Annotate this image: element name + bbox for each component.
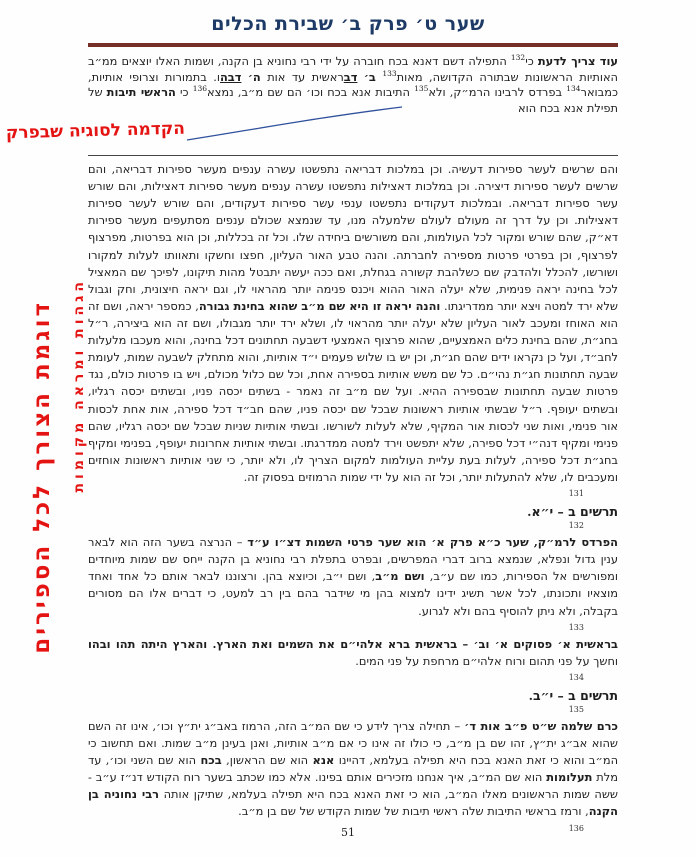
text-segment: הראשי תיבות (106, 85, 176, 100)
section-header: תרשים ב – י״א. (527, 504, 618, 520)
text-segment: התיבות אנא בכח וכו׳ הם שם מ״ב, נמצא (207, 85, 415, 100)
page-number: 51 (341, 826, 355, 839)
footnote-number: 136 (568, 823, 584, 833)
text-segment: , ושם י״ב, וכיוצא בהן. ורצוננו לבאר אותם כל אחד ואחד מוצאיו ותכונתו, לכל אשר תשיג ידינו למצוא בהן מי שידבר בהם בין רב למעט, כי דברים אלו הם מסורים בקבלה, ולא ניתן להוסיף בהם ולא לגרוע. (88, 569, 618, 618)
vertical-note-outer: דוגמת הצורך לכל הספירים (28, 300, 55, 654)
text-segment: כרם שלמה ש״ט פ״ב אות ד׳ (464, 718, 618, 733)
text-segment: דבה (219, 69, 242, 84)
text-segment: בפרדס לרבינו הרמ״ק, ולא (428, 85, 567, 100)
body-paragraph (88, 161, 618, 486)
text-segment: הוא שם השני וכו׳, עד מלת (88, 753, 618, 785)
footnote-number: 132 (568, 521, 584, 531)
text-segment: ב׳ (363, 69, 376, 84)
text-segment: ה׳ (247, 69, 261, 84)
text-segment: והם שרשים לעשר ספירות דעשיה. וכן במלכות דבריאה נתפשטו עשרה ענפים מעשר ספירות דבריאה, והם שרשים לעשר ספירות דיצירה. וכן במלכות דאצילות נתפשטו עשרה ענפים מעשר ספירות דאצילות, והם שורש עשר ספירות דבריאה. ובמלכות דעקודים נתפשטו ענפי עשר ספירות דעקודים, והם שורש לעשר ספירות דאצילות. וכן על דרך זה מעולם לעולם שלמעלה מנו, עד שנמצא שכולם ענפים מסתעפים מעשר ספירות דא״ק, שהם שורש ומקור לכל העולמות, והם משורשים ביחידה שלו. וכל זה בכללות, וכן הוא בפרטות, מפרצוף לפרצוף, וכן בפרטי פרטות מספירה לחברתה. והנה טבע האור העליון, חפצו וחשקו ותאוותו לעלות למקורו ושורשו, להכלל ולהדבק שם כשלהבת קשורה בגחלת, ואם ככה יעשה יתבטל מהות תיקונו, לפיכך שם המאציל לכל בחינה יראה פנימית, שלא יעלה האור ההוא ויכנס פנימה יותר מהראוי לו, וגם יראה חיצונית, וחק וגבול שלא ירד למטה ויצא יותר ממדריגתו. (88, 162, 618, 313)
footnote-number: 134 (568, 672, 584, 682)
handwritten-intro-note: הקדמה לסוגיה שבפרק (5, 118, 186, 144)
text-segment: וחשך על פני תהום ורוח אלהי״ם מרחפת על פני המים. (355, 653, 618, 668)
footnote-number: 135 (568, 704, 584, 714)
vertical-note-inner: הגהות ומראה מקומות (71, 278, 87, 493)
section-header: תרשים ב – י״ב. (528, 687, 618, 703)
footnote-number: 131 (568, 489, 584, 499)
footnote-ref: 133 (382, 68, 397, 78)
text-segment: כי (175, 85, 193, 100)
text-segment: בראשית א׳ פסוקים א׳ וב׳ – בראשית ברא אלהי״ם את השמים ואת הארץ. והארץ היתה תהו ובהו (88, 636, 618, 651)
footnote-ref: 136 (192, 84, 208, 94)
text-segment: כי (525, 54, 538, 68)
text-segment: , כמספר יראה, ושם זה הוא האוחז ומעכב לאור העליון שלא יעלה יותר מהראוי לו, ושלא ירד יותר מגבולו, ושם זה הוא ביצירה, ר״ל בחג״ת, שהם בחינת כלים האמצעיים, שהוא פרצוף האמצעי דשבעה תחתונים דכל בחינה, והוא מעכבו מלעלות לחב״ד, ועל כן נקראו ידים שהם חג״ת, וכן יש בו שלוש פעמים י״ד אותיות, והוא מתחלק לשבעה שמות, לעומת שבעה תחתונות חג״ת נהי״ם. כל שם משש אותיות בספירה אחת, וכל שם כלול מכולם, ויש בו פרטות כולם, נגד פרטות שבעה תחתונות שבספירה ההיא. ועל שם מ״ב זה נאמר - בשתים יכסה פניו, ובשתים יכסה רגליו, ובשתים יעופף. ר״ל שבשתי אותיות ראשונות שבכל שם יכסה פניו, שהם חב״ד דכל ספירה, אות אחת לכסות אור פנימי, ואות שני לכסות אור המקיף, שלא לעלות לשורשו. ובשתי אותיות שניות שבכל שם יכסה רגליו, שהם פנימי ומקיף דנה״י דכל ספירה, שלא יתפשט וירד למטה ממדרגתו. ובשתי אותיות אחרונות יעופף, בפנימי ומקיף בחג״ת דכל ספירה, לעלות בעת עליית העולמות למקום הצריך לו, ולא יותר, כי שני אותיות ראשונות אוחזים ומעכבים לו, שלא להתעלות יותר, וכל זה הוא על ידי שמות הרמוזים בפסוק זה. (88, 298, 618, 484)
text-segment: התפילה דשם דאנא בכח חוברה על ידי רבי נחוניא בן הקנה, ושמות האלו יוצאים ממ״ב האותיות הראשונות שבתורה הקדושה, מאות (88, 54, 618, 84)
text-segment: ו. בתמורות וצרופי אותיות, כמבואר (88, 69, 619, 100)
text-segment: , ורמז בראשי התיבות שלה ראשי תיבות של שמות הקודש של שם בן מ״ב. (238, 804, 589, 819)
text-segment: והנה יראה זו היא שם מ״ב שהוא בחינת גבורה (198, 298, 441, 313)
text-segment: תעלומות (546, 770, 593, 785)
text-segment: – הנרצה בשער הזה הוא לבאר ענין גדול ונפלא, שנמצא ברוב דברי המפרשים, ובפרט בתפלת רבי נחוניא בן הקנה ייחס שם שמות מיוחדים ומפורשים אל הספירות, כמו שם ע״ב, (88, 535, 618, 584)
text-segment: – תחילה צריך לידע כי שם המ״ב הזה, הרמוז באב״ג ית״ץ וכו׳, אינו זה השם שהוא אב״ג ית״ץ, זהו שם בן מ״ב, כי כולו זה אינו כי אם מ״ב אותיות, ואנן בעינן מ״ב שמות. ואם תחשוב כי המ״ב והוא כי זאת האנא בכח היא תפילה בעלמא, דהיינו (88, 718, 619, 768)
bereshit-paragraph (88, 636, 618, 670)
footnote-separator-line (88, 155, 618, 156)
footnote-ref: 135 (414, 84, 429, 94)
text-segment: הוא שם הראשון, (221, 753, 313, 768)
text-segment: ושם מ״ב (375, 569, 425, 584)
text-segment: דב (343, 69, 358, 84)
text-segment: הוא שם המ״ב, איך אנחנו מזכירים אותם בפינו. אלא כמו שכתב בשער רוח הקודש דנ״ז ע״ב - ששה שמות הראשונים מאלו המ״ב, הוא כי זאת האנא בכח היא תפילה בעלמא, שתיקן אותה (88, 770, 619, 802)
text-segment: אנא (312, 753, 335, 768)
text-segment: הפרדס לרמ״ק, שער כ״א פרק א׳ הוא שער פרטי השמות דצ״ו ע״ד (247, 535, 618, 550)
footnote-number: 133 (568, 622, 584, 632)
footnote-ref: 134 (566, 84, 581, 94)
pardes-paragraph (88, 534, 618, 620)
text-segment: ראשית עד אות (260, 69, 344, 84)
footnote-ref: 132 (510, 53, 526, 63)
text-segment: עוד צריך לדעת (537, 54, 618, 68)
kerem-shlomo-paragraph (88, 718, 618, 821)
text-segment: של תפילת אנא בכח הוא (88, 85, 618, 115)
title-underline-rule (88, 43, 618, 47)
intro-paragraph (88, 54, 618, 117)
content-blocks (88, 161, 618, 837)
page-title: שער ט׳ פרק ב׳ שבירת הכלים (211, 13, 485, 35)
text-segment: רבי נחוניה בן הקנה (88, 787, 618, 819)
text-segment: בכח (200, 753, 222, 768)
